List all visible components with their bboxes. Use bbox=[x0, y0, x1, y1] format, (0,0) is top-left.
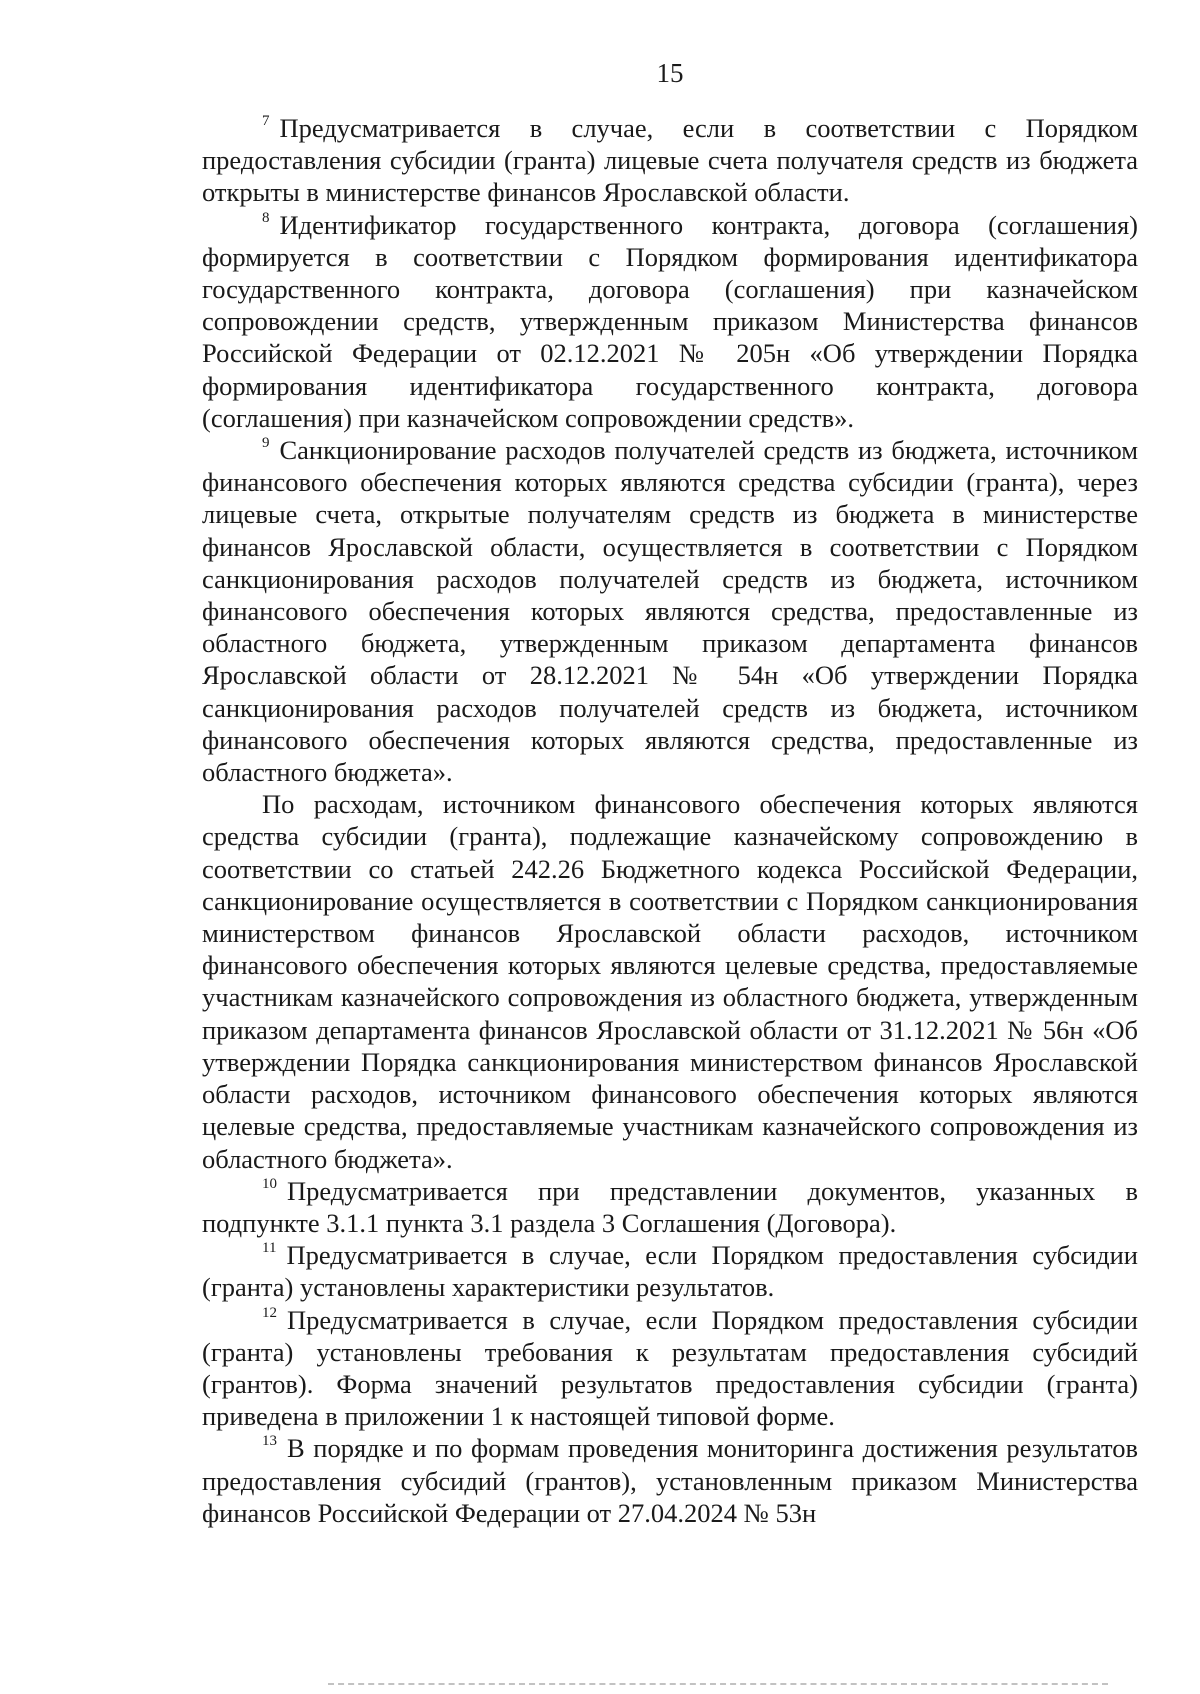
footnote-marker: 10 bbox=[262, 1175, 277, 1192]
footnote-marker: 8 bbox=[262, 209, 270, 226]
footnote-8 bbox=[202, 209, 1138, 434]
footnote-marker: 7 bbox=[262, 113, 270, 129]
footnote-text: Предусматривается при представлении документов, указанных в подпункте 3.1.1 пункта 3.1 раздела 3 Соглашения (Договора). bbox=[202, 1175, 1138, 1238]
footnote-marker: 11 bbox=[262, 1240, 277, 1257]
footnote-13 bbox=[202, 1432, 1138, 1529]
footnote-text: Идентификатор государственного контракта, договора (соглашения) формируется в соответствии с Порядком формирования идентификатора государственного контракта, договора (соглашения) при казначейском сопровождении средств, утвержденным приказом Министерства финансов Российской Федерации от 02.12.2021 № 205н «Об утверждении Порядка формирования идентификатора государственного контракта, договора (соглашения) при казначейском сопровождении средств». bbox=[202, 209, 1138, 433]
footnote-marker: 13 bbox=[262, 1433, 277, 1450]
footnote-text: Санкционирование расходов получателей средств из бюджета, источником финансового обеспечения которых являются средства субсидии (гранта), через лицевые счета, открытые получателям средств из бюджета в министерстве финансов Ярославской области, осуществляется в соответствии с Порядком санкционирования расходов получателей средств из бюджета, источником финансового обеспечения которых являются средства, предоставленные из областного бюджета, утвержденным приказом департамента финансов Ярославской области от 28.12.2021 № 54н «Об утверждении Порядка санкционирования расходов получателей средств из бюджета, источником финансового обеспечения которых являются средства, предоставленные из областного бюджета». bbox=[202, 435, 1138, 788]
footnote-10 bbox=[202, 1175, 1138, 1239]
footnote-marker: 12 bbox=[262, 1304, 277, 1321]
footnote-9 bbox=[202, 434, 1138, 788]
page-number: 15 bbox=[656, 58, 684, 88]
footnote-text: Предусматривается в случае, если в соответствии с Порядком предоставления субсидии (гранта) лицевые счета получателя средств из бюджета открыты в министерстве финансов Ярославской области. bbox=[202, 113, 1138, 208]
footnote-text: Предусматривается в случае, если Порядком предоставления субсидии (гранта) установлены требования к результатам предоставления субсидий (грантов). Форма значений результатов предоставления субсидии (гранта) приведена в приложении 1 к настоящей типовой форме. bbox=[202, 1304, 1138, 1432]
scan-edge-line bbox=[328, 1683, 1108, 1685]
document-body bbox=[202, 112, 1138, 1529]
footnote-marker: 9 bbox=[262, 435, 270, 452]
footnote-text: Предусматривается в случае, если Порядком предоставления субсидии (гранта) установлены характеристики результатов. bbox=[202, 1240, 1138, 1303]
footnote-12 bbox=[202, 1304, 1138, 1433]
footnote-9-continuation bbox=[202, 788, 1138, 1174]
paragraph-text: По расходам, источником финансового обеспечения которых являются средства субсидии (гранта), подлежащие казначейскому сопровождению в соответствии со статьей 242.26 Бюджетного кодекса Российской Федерации, санкционирование осуществляется в соответствии с Порядком санкционирования министерством финансов Ярославской области расходов, источником финансового обеспечения которых являются целевые средства, предоставляемые участникам казначейского сопровождения из областного бюджета, утвержденным приказом департамента финансов Ярославской области от 31.12.2021 № 56н «Об утверждении Порядка санкционирования министерством финансов Ярославской области расходов, источником финансового обеспечения которых являются целевые средства, предоставляемые участникам казначейского сопровождения из областного бюджета». bbox=[202, 789, 1138, 1174]
footnote-11 bbox=[202, 1239, 1138, 1303]
footnote-text: В порядке и по формам проведения мониторинга достижения результатов предоставления субсидий (грантов), установленным приказом Министерства финансов Российской Федерации от 27.04.2024 № 53н bbox=[202, 1433, 1138, 1528]
footnote-7 bbox=[202, 112, 1138, 209]
